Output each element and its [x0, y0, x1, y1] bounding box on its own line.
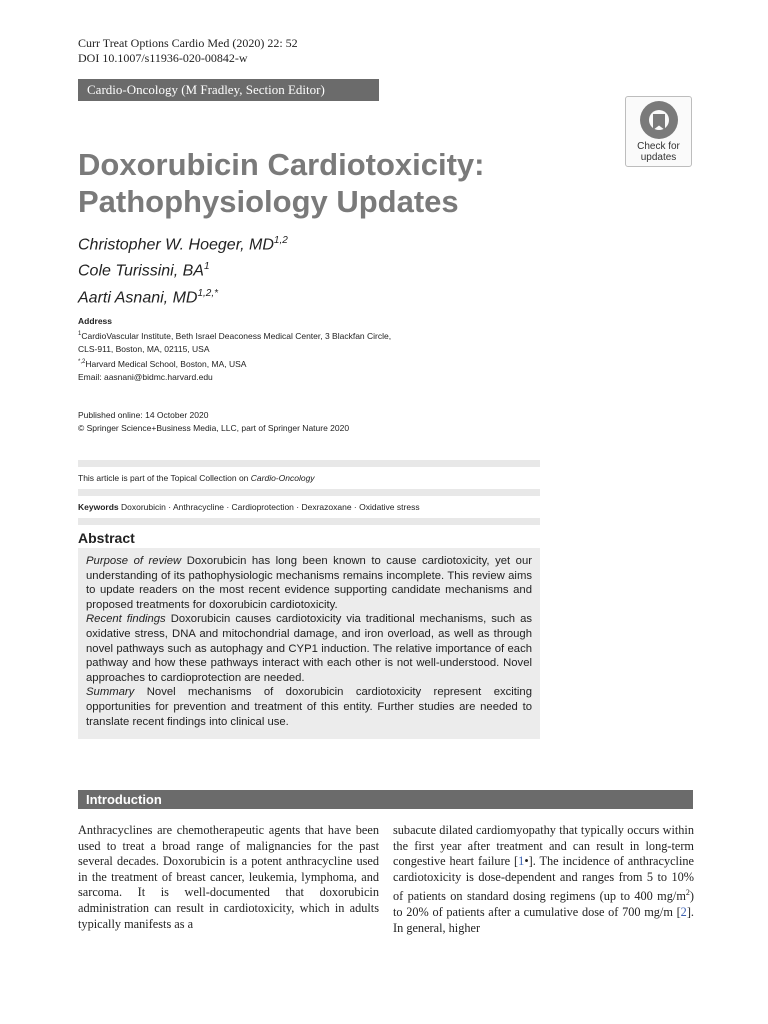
citation-link[interactable]: 1 — [518, 854, 525, 869]
corresponding-email[interactable]: Email: aasnani@bidmc.harvard.edu — [78, 371, 213, 382]
collection-name[interactable]: Cardio-Oncology — [250, 473, 315, 483]
abstract-findings: Recent findings Doxorubicin causes cardiotoxicity via traditional mechanisms, such as oxidative stress, DNA and mitochondrial damage, and iron overload, as well as through novel pathways such as autophagy and CYP1 induction. The relative importance of each pathway and how these pathways interact with each other is not well-understood. Novel approaches to cardioprotection are needed. — [86, 613, 532, 684]
divider — [78, 518, 540, 525]
keywords: Keywords Doxorubicin · Anthracycline · Cardioprotection · Dexrazoxane · Oxidative stress — [78, 502, 420, 512]
abstract-box — [78, 548, 540, 739]
citation-link[interactable]: 2 — [680, 905, 687, 920]
check-for-updates-badge[interactable] — [625, 96, 692, 167]
introduction-heading: Introduction — [78, 790, 693, 809]
address-heading: Address — [78, 316, 113, 326]
title-line-2: Pathophysiology Updates — [78, 184, 459, 219]
journal-reference: Curr Treat Options Cardio Med (2020) 22: 52 — [78, 36, 298, 50]
article-title — [78, 146, 598, 220]
address-line: CLS-911, Boston, MA, 02115, USA — [78, 343, 210, 354]
topical-collection-note: This article is part of the Topical Collection on Cardio-Oncology — [78, 467, 540, 489]
title-line-1: Doxorubicin Cardiotoxicity: — [78, 147, 485, 182]
copyright: © Springer Science+Business Media, LLC, part of Springer Nature 2020 — [78, 423, 350, 433]
author: Aarti Asnani, $MD^{1,2,*}$ — [78, 287, 219, 306]
abstract-summary: Summary Novel mechanisms of doxorubicin cardiotoxicity represent exciting opportunities for prevention and treatment of this entity. Further studies are needed to translate recent findings into clinical use. — [86, 686, 532, 728]
author: Christopher W. Hoeger, MD$^{1,2}$ — [78, 235, 288, 254]
author: Cole Turissini, $BA^1$ — [78, 261, 210, 280]
publication-info — [78, 409, 349, 435]
author-list — [78, 230, 288, 309]
doi: DOI 10.1007/s11936-020-00842-w — [78, 51, 248, 65]
address-line: $^1$CardioVascular Institute, Beth Israel Deaconess Medical Center, 3 Blackfan Circle, — [78, 330, 392, 341]
journal-citation — [78, 36, 298, 66]
section-banner: Cardio-Oncology (M Fradley, Section Editor) — [78, 79, 379, 101]
author-address — [78, 315, 391, 384]
divider — [78, 460, 540, 467]
address-line: $^{*,2}$Harvard Medical School, Boston, MA, USA — [78, 358, 247, 369]
intro-column-right: subacute dilated cardiomyopathy that typically occurs within the first year after treatment and can result in long-term congestive heart failure [1•]. The incidence of anthracycline cardiotoxicity is dose-dependent and ranges from 5 to 10% of patients on standard dosing regimens (up to 400 $mg/m^2$) to 20% of patients after a cumulative dose of 700 mg/m [2]. In general, higher — [393, 823, 694, 935]
abstract-heading: Abstract — [78, 530, 135, 546]
crossmark-icon — [640, 101, 678, 139]
published-date: Published online: 14 October 2020 — [78, 410, 209, 420]
intro-column-left: Anthracyclines are chemotherapeutic agents that have been used to treat a broad range of malignancies for the past several decades. Doxorubicin is a potent anthracycline used in the treatment of breast cancer, leukemia, lymphoma, and sarcoma. It is well-documented that doxorubicin administration can result in cardiotoxicity, which in adults typically manifests as a — [78, 823, 379, 931]
check-for-label: Check for — [637, 141, 680, 152]
updates-label: updates — [640, 152, 677, 163]
divider — [78, 489, 540, 496]
abstract-purpose: Purpose of review Doxorubicin has long been known to cause cardiotoxicity, yet our understanding of its pathophysiologic mechanisms remains incomplete. This review aims to update readers on the most recent evidence supporting candidate mechanisms and proposed treatments for doxorubicin cardiotoxicity. — [86, 555, 533, 611]
